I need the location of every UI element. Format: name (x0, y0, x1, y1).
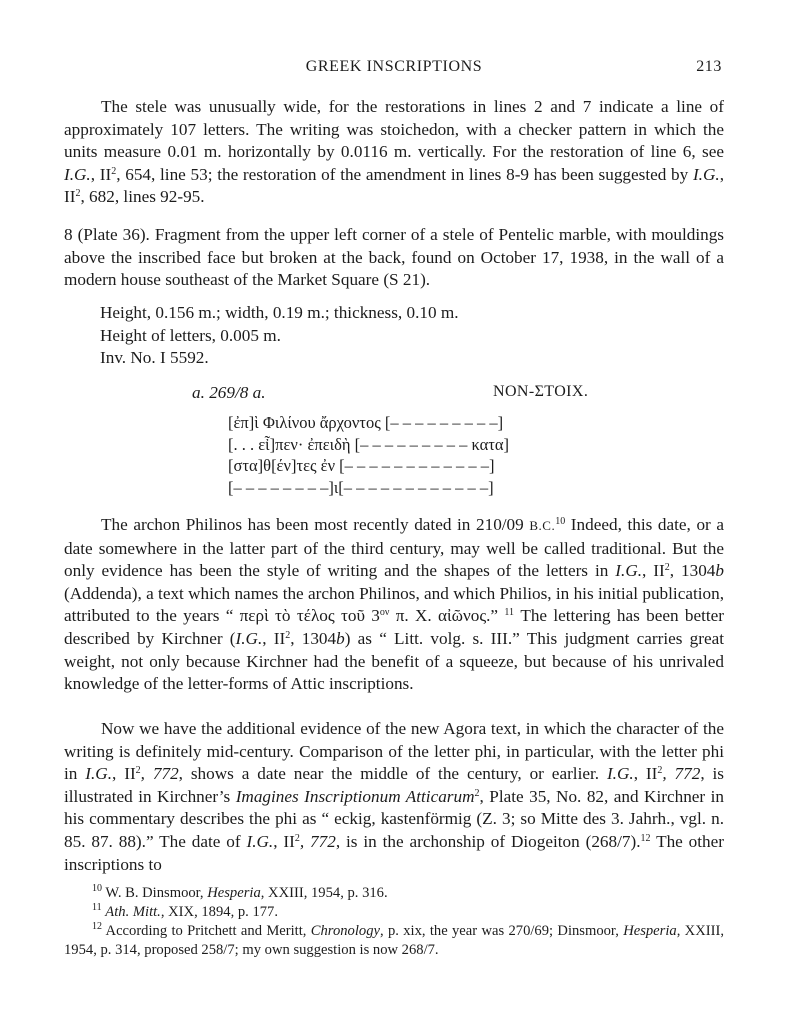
entry-8-description: 8 (Plate 36). Fragment from the upper left corner of a stele of Pentelic marble, with mouldings above the inscribed face but broken at the back, found on October 17, 1938, in the wall of a modern house southeast of the Market Square (S 21). (64, 225, 724, 290)
superscript: 2 (294, 832, 300, 844)
book-title: Imagines Inscriptionum Atticarum (235, 786, 475, 806)
paragraph-archon-philinos (64, 514, 724, 696)
superscript: 2 (664, 562, 670, 574)
journal-title: Hesperia (623, 923, 677, 939)
footnote-text: W. B. Dinsmoor, (102, 885, 208, 901)
inscription-text (228, 412, 509, 498)
footnote-11 (64, 903, 724, 922)
inscription-line: [ἐπ]ὶ Φιλίνου ἄρχοντος [– – – – – – – – –] (228, 413, 504, 432)
superscript: 2 (657, 765, 663, 777)
footnote-text: , XXIII, 1954, p. 314, proposed 258/7; my own suggestion is now 268/7. (64, 923, 724, 958)
footnote-ref: 12 (640, 832, 651, 844)
superscript: 2 (285, 629, 291, 641)
dimensions: Height, 0.156 m.; width, 0.19 m.; thickness, 0.10 m. (100, 303, 459, 322)
text-run: The lettering has been better described by Kirchner ( (64, 606, 724, 648)
text-run: , 654, line 53; the restoration of the amendment in lines 8-9 has been suggested by (116, 164, 693, 184)
text-run: , is illustrated in Kirchner’s (64, 764, 724, 806)
letter-height: Height of letters, 0.005 m. (100, 325, 281, 345)
text-run: , II (64, 164, 724, 207)
page-number: 213 (696, 58, 722, 75)
citation-ig: I.G. (235, 628, 263, 648)
italic-letter: b (336, 628, 345, 648)
superscript: ον (379, 607, 390, 619)
citation-ig: I.G. (692, 164, 720, 184)
citation-number: , 772 (662, 764, 701, 784)
text-run: , II (273, 831, 295, 851)
text-run: The stele was unusually wide, for the restorations in lines 2 and 7 indicate a line of approximately 107 letters. The writing was stoichedon, with a checker pattern in which the units measure 0.01 m. horizontally by 0.0116 m. vertically. For the restoration of line 6, see (64, 97, 724, 162)
footnote-ref: 11 (504, 607, 515, 619)
superscript: 2 (474, 787, 480, 799)
citation-number: , 772 (299, 831, 336, 851)
inventory-number: Inv. No. I 5592. (100, 348, 209, 368)
superscript: 2 (135, 765, 141, 777)
running-title: GREEK INSCRIPTIONS (305, 58, 483, 75)
text-run: , II (633, 764, 658, 784)
text-run: π. Χ. αἰῶνος.” (389, 606, 505, 626)
footnote-text: According to Pritchett and Meritt, (102, 923, 311, 939)
text-run: , 1304 (669, 561, 716, 581)
text-run: ) as “ Litt. volg. s. III.” This judgment carries great weight, not only because Kirchner had the benefit of a squeeze, but because of his unrivaled knowledge of the letter-forms of Attic inscriptions. (64, 628, 724, 694)
citation-ig: I.G. (246, 831, 274, 851)
footnote-text: , p. xix, the year was 270/69; Dinsmoor, (379, 923, 624, 939)
non-stoichedon-label: NON-ΣΤΟΙΧ. (493, 383, 589, 400)
footnote-number: 10 (92, 883, 102, 894)
text-run: , 682, lines 92-95. (80, 187, 205, 207)
text-run: , II (90, 164, 112, 184)
text-run: , shows a date near the middle of the century, or earlier. (178, 764, 607, 784)
text-run: Now we have the additional evidence of the new Agora text, in which the character of the writing is definitely mid-century. Comparison of the letter phi, in particular, with the letter phi in (64, 719, 724, 784)
text-run: , II (112, 764, 136, 784)
citation-ig: I.G. (85, 764, 113, 784)
text-run: , II (642, 561, 665, 581)
journal-title: Hesperia (207, 885, 261, 901)
footnote-text: , XXIII, 1954, p. 316. (260, 885, 388, 901)
footnotes (64, 884, 724, 960)
citation-ig: I.G. (606, 764, 634, 784)
entry-8-measurements (100, 302, 459, 370)
text-run: , is in the archonship of Diogeiton (268/7). (335, 831, 641, 851)
text-run: The archon Philinos has been most recently dated in 210/09 (101, 515, 530, 534)
footnote-number: 12 (92, 921, 102, 932)
citation-ig: I.G. (615, 561, 643, 581)
inscription-line: [στα]θ[έν]τες ἐν [– – – – – – – – – – – –] (228, 456, 495, 476)
footnote-12 (64, 922, 724, 960)
book-title: Chronology (310, 923, 380, 939)
superscript: 2 (75, 188, 81, 200)
inscription-line: [– – – – – – – –]ι[– – – – – – – – – – – –] (228, 477, 494, 497)
text-run: , Plate 35, No. 82, and Kirchner in his commentary describes the phi as “ eckig, kastenförmig (Z. 3; so Mitte des 3. Jahrh., vgl. n. 85. 87. 88).” The date of (64, 786, 724, 851)
text-run: , II (262, 628, 286, 648)
footnote-number: 11 (92, 902, 102, 913)
citation-number: , 772 (140, 764, 179, 784)
journal-title: Ath. Mitt. (105, 904, 161, 920)
italic-letter: b (715, 561, 724, 581)
paragraph-stele-width (64, 96, 724, 209)
bc-abbrev: B.C. (529, 518, 556, 533)
footnote-ref: 10 (555, 516, 566, 527)
paragraph-agora-evidence (64, 718, 724, 876)
running-header (64, 58, 724, 78)
superscript: 2 (111, 165, 117, 177)
text-run: The other inscriptions to (64, 831, 724, 874)
footnote-10 (64, 884, 724, 903)
inscription-line: [. . . εἶ]πεν· ἐπειδὴ [– – – – – – – – – κατα] (228, 434, 510, 454)
text-run: , 1304 (290, 628, 337, 648)
text-run: (Addenda), a text which names the archon Philinos, and which Philios, in his initial publication, attributed to the years “ περὶ τὸ τέλος τοῦ 3 (64, 583, 724, 626)
citation-ig: I.G. (64, 164, 91, 184)
inscription-date: a. 269/8 a. (192, 383, 266, 402)
footnote-text: , XIX, 1894, p. 177. (160, 904, 278, 920)
text-run: Indeed, this date, or a date somewhere in the latter part of the third century, may well be called traditional. But the only evidence has been the style of writing and the shapes of the letters in (64, 515, 724, 581)
